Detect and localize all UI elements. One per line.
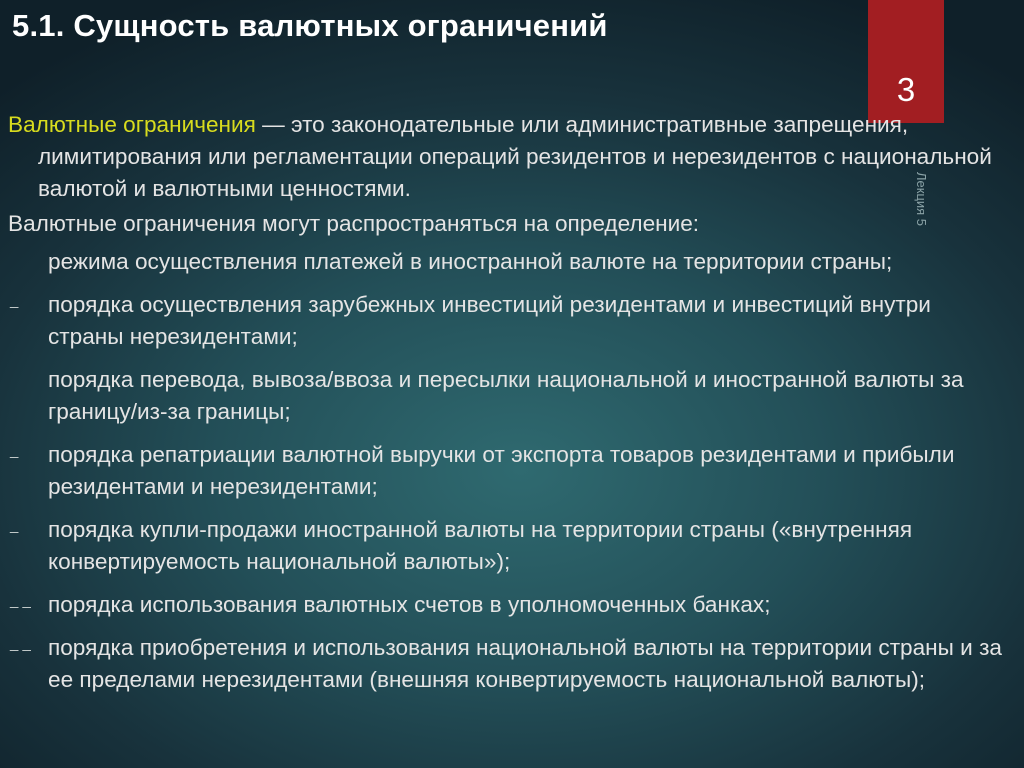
list-item [8, 439, 1004, 503]
definition-term: Валютные ограничения [8, 112, 256, 137]
list-item-text: порядка осуществления зарубежных инвестиций резидентами и инвестиций внутри страны нерезидентами; [48, 292, 931, 349]
page-number: 3 [896, 71, 916, 108]
list-item-text: порядка использования валютных счетов в уполномоченных банках; [48, 592, 771, 617]
list-item [8, 589, 1004, 621]
lecture-side-label: Лекция 5 [914, 172, 929, 227]
slide-title: 5.1. Сущность валютных ограничений [12, 8, 608, 43]
list-item-text: режима осуществления платежей в иностранной валюте на территории страны; [48, 249, 893, 274]
list-item-text: порядка перевода, вывоза/ввоза и пересылки национальной и иностранной валюты за границу/из-за границы; [48, 367, 964, 424]
bullet-marker: _ [10, 442, 19, 459]
definition-paragraph [8, 109, 1004, 205]
list-item-text: порядка приобретения и использования национальной валюты на территории страны и за ее пределами нерезидентами (внешняя конвертируемость национальной валюты); [48, 635, 1002, 692]
slide-content [8, 109, 1004, 707]
bullet-marker: _ [10, 517, 19, 534]
list-item [8, 289, 1004, 353]
list-item [8, 632, 1004, 696]
list-item-text: порядка купли-продажи иностранной валюты на территории страны («внутренняя конвертируемость национальной валюты»); [48, 517, 913, 574]
list-item [8, 364, 1004, 428]
definition-text: — это законодательные или административные запрещения, лимитирования или регламентации операций резидентов и нерезидентов с национальной валютой и валютными ценностями. [38, 112, 992, 201]
page-number-badge [868, 0, 944, 123]
bullet-marker: _ _ [10, 635, 31, 652]
list-item [8, 514, 1004, 578]
list-item [8, 246, 1004, 278]
bullet-marker: _ _ [10, 592, 31, 609]
list-item-text: порядка репатриации валютной выручки от экспорта товаров резидентами и прибыли резидентами и нерезидентами; [48, 442, 955, 499]
restrictions-list [8, 246, 1004, 696]
bullet-marker: _ [10, 292, 19, 309]
intro-paragraph: Валютные ограничения могут распространяться на определение: [8, 211, 700, 236]
